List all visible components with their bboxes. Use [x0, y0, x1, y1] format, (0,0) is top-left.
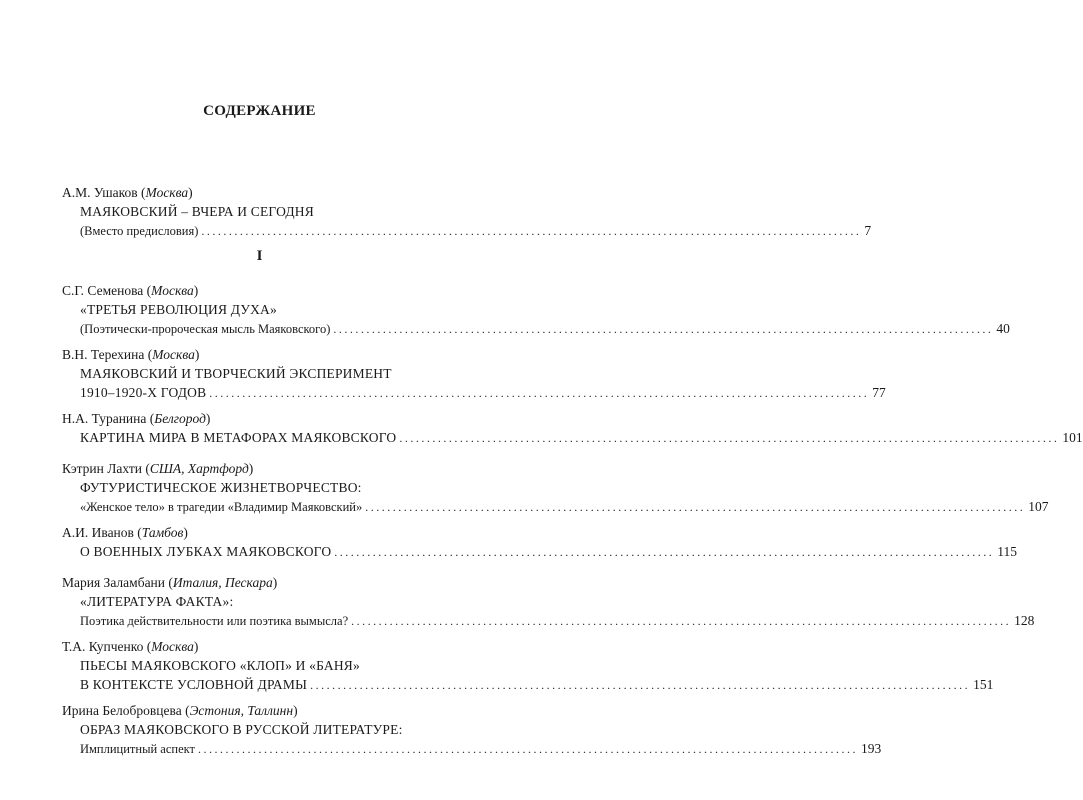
entry-author: В.Н. Терехина: [62, 347, 145, 362]
dot-leader: ........................................................................................................................: [209, 386, 870, 400]
entry-title: «ТРЕТЬЯ РЕВОЛЮЦИЯ ДУХА»: [80, 302, 277, 317]
entry-author: Н.А. Туранина: [62, 411, 147, 426]
entry-author-line: Мария Заламбани (Италия, Пескара): [62, 575, 278, 590]
entry-author: Кэтрин Лахти: [62, 461, 142, 476]
entry-page: 40: [996, 321, 1010, 336]
entry-title: ПЬЕСЫ МАЯКОВСКОГО «КЛОП» И «БАНЯ»: [80, 658, 360, 673]
dot-leader: ........................................................................................................................: [351, 614, 1012, 628]
toc-entry: [62, 523, 1018, 561]
page-title: СОДЕРЖАНИЕ: [203, 103, 316, 119]
entry-author: Т.А. Купченко: [62, 639, 144, 654]
toc-entry: [62, 409, 1083, 447]
entry-author: Ирина Белобровцева: [62, 703, 182, 718]
entry-title: МАЯКОВСКИЙ – ВЧЕРА И СЕГОДНЯ: [80, 204, 314, 219]
entry-page: 101: [1062, 430, 1083, 445]
entry-place: Москва: [152, 347, 195, 362]
entry-subtitle: «Женское тело» в трагедии «Владимир Маяковский»: [80, 500, 363, 514]
entry-author-line: Ирина Белобровцева (Эстония, Таллинн): [62, 703, 298, 718]
entry-place: Москва: [151, 283, 194, 298]
toc-entry: [62, 345, 886, 402]
entry-author: Мария Заламбани: [62, 575, 166, 590]
entry-place: Эстония, Таллинн: [189, 703, 294, 718]
entry-leader-line: [62, 319, 1010, 338]
dot-leader: ........................................................................................................................: [365, 500, 1026, 514]
dot-leader: ........................................................................................................................: [334, 545, 995, 559]
entry-leader-line: [62, 428, 1083, 447]
toc-entry: [62, 459, 1049, 516]
entry-leader-line: [62, 739, 882, 758]
entry-page: 151: [973, 677, 994, 692]
entry-author-line: Н.А. Туранина (Белгород): [62, 411, 211, 426]
entry-title: ФУТУРИСТИЧЕСКОЕ ЖИЗНЕТВОРЧЕСТВО:: [80, 480, 362, 495]
entry-subtitle: Имплицитный аспект: [80, 742, 196, 756]
entry-page: 7: [864, 223, 872, 238]
dot-leader: ........................................................................................................................: [201, 224, 862, 238]
entry-subtitle: КАРТИНА МИРА В МЕТАФОРАХ МАЯКОВСКОГО: [80, 430, 397, 445]
entry-leader-line: [62, 611, 1035, 630]
dot-leader: ........................................................................................................................: [333, 322, 994, 336]
entry-subtitle: Поэтика действительности или поэтика вымысла?: [80, 614, 349, 628]
entry-place: Москва: [145, 185, 189, 200]
entry-place: Белгород: [154, 411, 206, 426]
entry-place: США, Хартфорд: [149, 461, 249, 476]
entry-author: С.Г. Семенова: [62, 283, 144, 298]
entry-leader-line: [62, 497, 1049, 516]
entry-author-line: Кэтрин Лахти (США, Хартфорд): [62, 461, 254, 476]
toc-entry: [62, 573, 1035, 630]
entry-page: 115: [997, 544, 1018, 559]
dot-leader: ........................................................................................................................: [198, 742, 859, 756]
entry-subtitle: (Поэтически-пророческая мысль Маяковского): [80, 322, 331, 336]
entry-leader-line: [62, 542, 1018, 561]
entry-subtitle: В КОНТЕКСТЕ УСЛОВНОЙ ДРАМЫ: [80, 677, 308, 692]
entry-author-line: Т.А. Купченко (Москва): [62, 639, 199, 654]
entry-author-line: А.И. Иванов (Тамбов): [62, 525, 188, 540]
entry-page: 128: [1014, 613, 1035, 628]
entry-page: 107: [1028, 499, 1049, 514]
entry-leader-line: [62, 383, 886, 402]
entry-author-line: А.М. Ушаков (Москва): [62, 185, 193, 200]
dot-leader: ........................................................................................................................: [399, 431, 1060, 445]
entry-place: Тамбов: [141, 525, 184, 540]
entry-subtitle: О ВОЕННЫХ ЛУБКАХ МАЯКОВСКОГО: [80, 544, 332, 559]
entry-page: 77: [872, 385, 886, 400]
entry-place: Италия, Пескара: [172, 575, 273, 590]
entry-author: А.И. Иванов: [62, 525, 134, 540]
entry-place: Москва: [151, 639, 194, 654]
section-mark: I: [256, 248, 263, 264]
entry-subtitle: 1910–1920-Х ГОДОВ: [80, 385, 207, 400]
toc-entry: [62, 281, 1010, 338]
toc-entry: [62, 637, 994, 694]
toc-entry: [62, 183, 872, 240]
entry-title: «ЛИТЕРАТУРА ФАКТА»:: [80, 594, 234, 609]
entry-subtitle: (Вместо предисловия): [80, 224, 199, 238]
entry-leader-line: [62, 675, 994, 694]
entry-author: А.М. Ушаков: [62, 185, 138, 200]
entry-author-line: В.Н. Терехина (Москва): [62, 347, 200, 362]
entry-title: ОБРАЗ МАЯКОВСКОГО В РУССКОЙ ЛИТЕРАТУРЕ:: [80, 722, 403, 737]
toc-entry: [62, 701, 882, 758]
entry-page: 193: [861, 741, 882, 756]
entry-title: МАЯКОВСКИЙ И ТВОРЧЕСКИЙ ЭКСПЕРИМЕНТ: [80, 366, 392, 381]
entry-leader-line: [62, 221, 872, 240]
entry-author-line: С.Г. Семенова (Москва): [62, 283, 199, 298]
dot-leader: ........................................................................................................................: [310, 678, 971, 692]
